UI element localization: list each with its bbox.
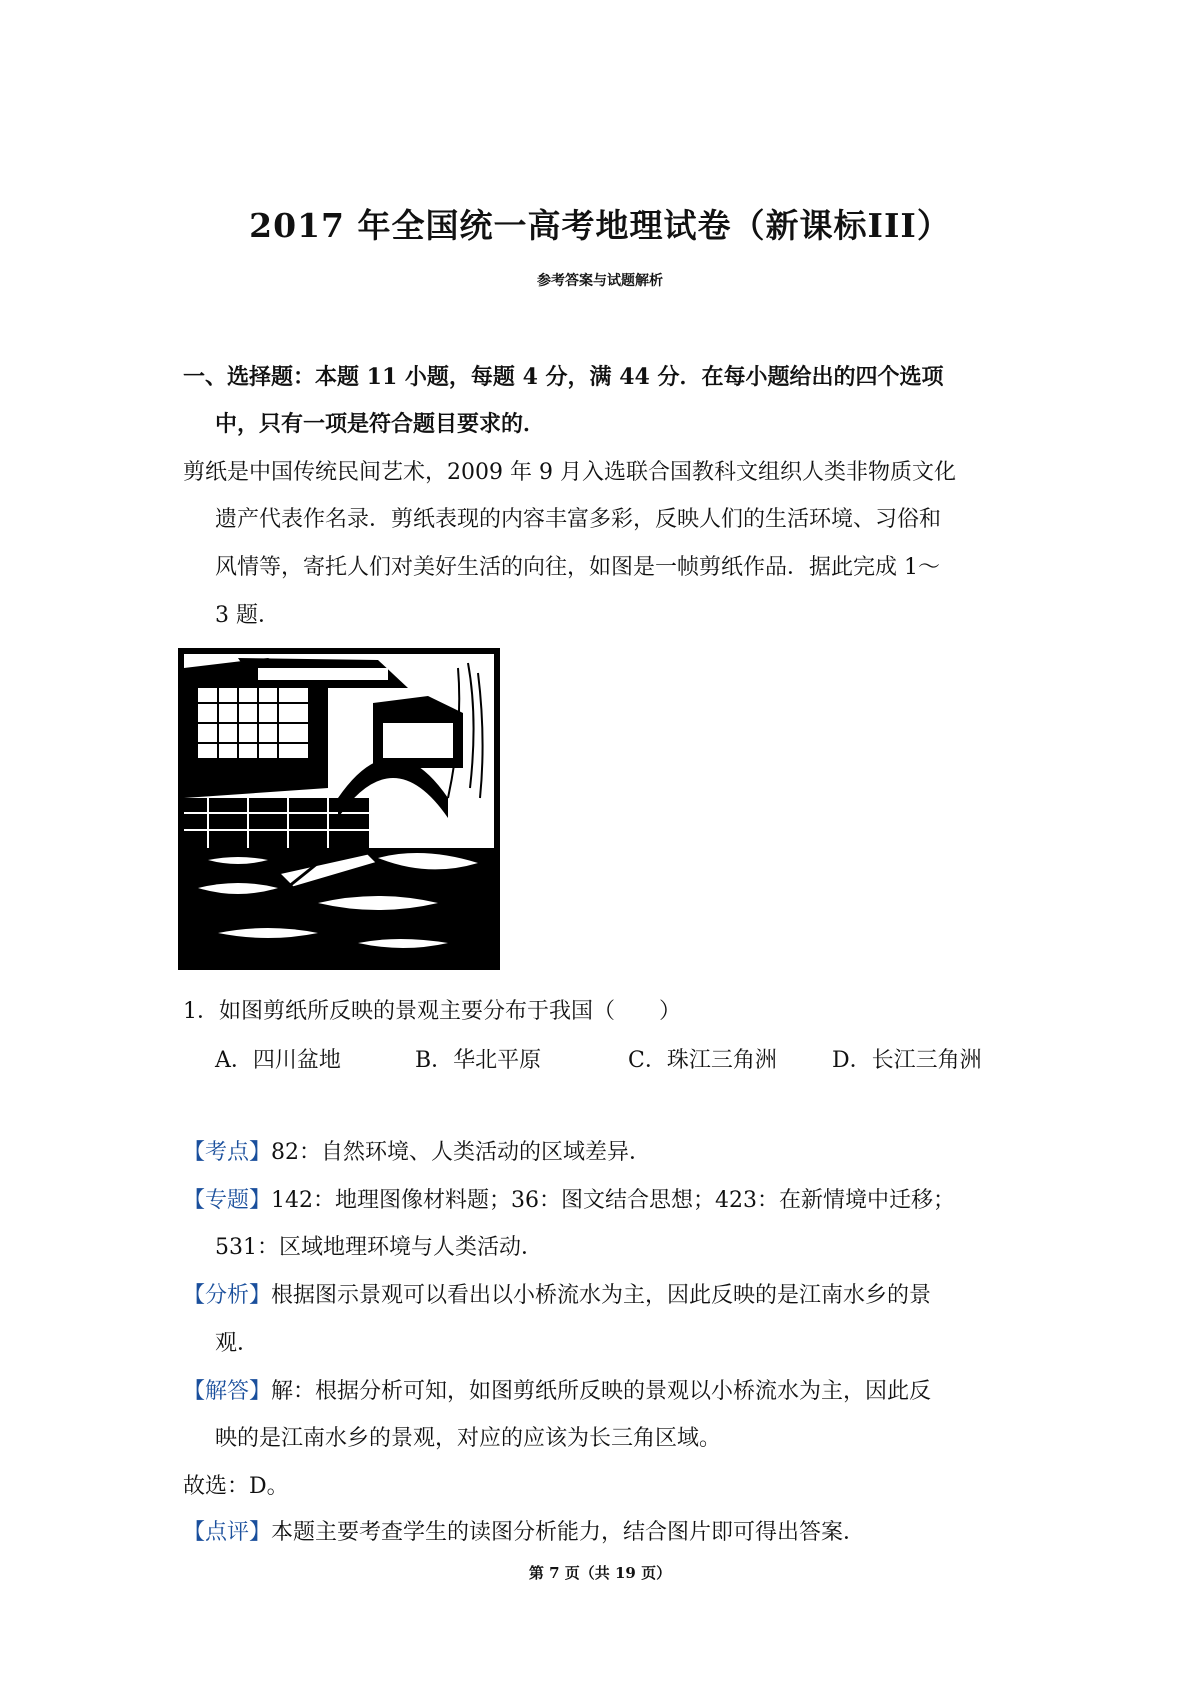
fenxi-text1: 根据图示景观可以看出以小桥流水为主，因此反映的是江南水乡的景 bbox=[271, 1283, 932, 1308]
zhuanti-row bbox=[183, 1186, 955, 1216]
kaodian-label: 【考点】 bbox=[183, 1140, 272, 1165]
page-title: 2017 年全国统一高考地理试卷（新课标III） bbox=[249, 206, 951, 245]
fenxi-label: 【分析】 bbox=[183, 1283, 272, 1308]
dianping-label: 【点评】 bbox=[183, 1520, 272, 1545]
dianping-row bbox=[183, 1518, 865, 1548]
jieda-text2: 映的是江南水乡的景观，对应的应该为长三角区域。 bbox=[215, 1426, 722, 1451]
section-heading-line1: 一、选择题：本题 11 小题，每题 4 分，满 44 分．在每小题给出的四个选项 bbox=[183, 364, 944, 390]
intro-line3: 风情等，寄托人们对美好生活的向往，如图是一帧剪纸作品．据此完成 1～ bbox=[215, 555, 940, 580]
dianping-text: 本题主要考查学生的读图分析能力，结合图片即可得出答案． bbox=[271, 1520, 866, 1545]
page-footer: 第 7 页（共 19 页） bbox=[528, 1564, 672, 1582]
page-subtitle: 参考答案与试题解析 bbox=[537, 273, 663, 289]
intro-line4: 3 题． bbox=[215, 603, 280, 628]
option-d: D．长江三角洲 bbox=[832, 1048, 982, 1073]
jieda-text1: 解：根据分析可知，如图剪纸所反映的景观以小桥流水为主，因此反 bbox=[271, 1379, 932, 1404]
zhuanti-text1: 142：地理图像材料题；36：图文结合思想；423：在新情境中迁移； bbox=[271, 1188, 955, 1213]
question-stem: 1．如图剪纸所反映的景观主要分布于我国（ ） bbox=[183, 999, 681, 1024]
jieda-label: 【解答】 bbox=[183, 1379, 272, 1404]
jieda-row bbox=[183, 1377, 931, 1407]
section-heading-line2: 中，只有一项是符合题目要求的． bbox=[215, 411, 546, 437]
intro-line2: 遗产代表作名录．剪纸表现的内容丰富多彩，反映人们的生活环境、习俗和 bbox=[215, 507, 942, 532]
answer-line: 故选：D。 bbox=[183, 1474, 289, 1499]
kaodian-text: 82：自然环境、人类活动的区域差异． bbox=[271, 1140, 652, 1165]
intro-line1: 剪纸是中国传统民间艺术，2009 年 9 月入选联合国教科文组织人类非物质文化 bbox=[183, 460, 956, 485]
fenxi-row bbox=[183, 1281, 931, 1311]
zhuanti-text2: 531：区域地理环境与人类活动． bbox=[215, 1235, 543, 1260]
option-b: B．华北平原 bbox=[415, 1048, 542, 1073]
fenxi-text2: 观． bbox=[215, 1331, 260, 1356]
kaodian-row bbox=[183, 1138, 651, 1168]
zhuanti-label: 【专题】 bbox=[183, 1188, 272, 1213]
option-a: A．四川盆地 bbox=[215, 1048, 341, 1073]
option-c: C．珠江三角洲 bbox=[628, 1048, 777, 1073]
papercut-image bbox=[178, 648, 500, 970]
